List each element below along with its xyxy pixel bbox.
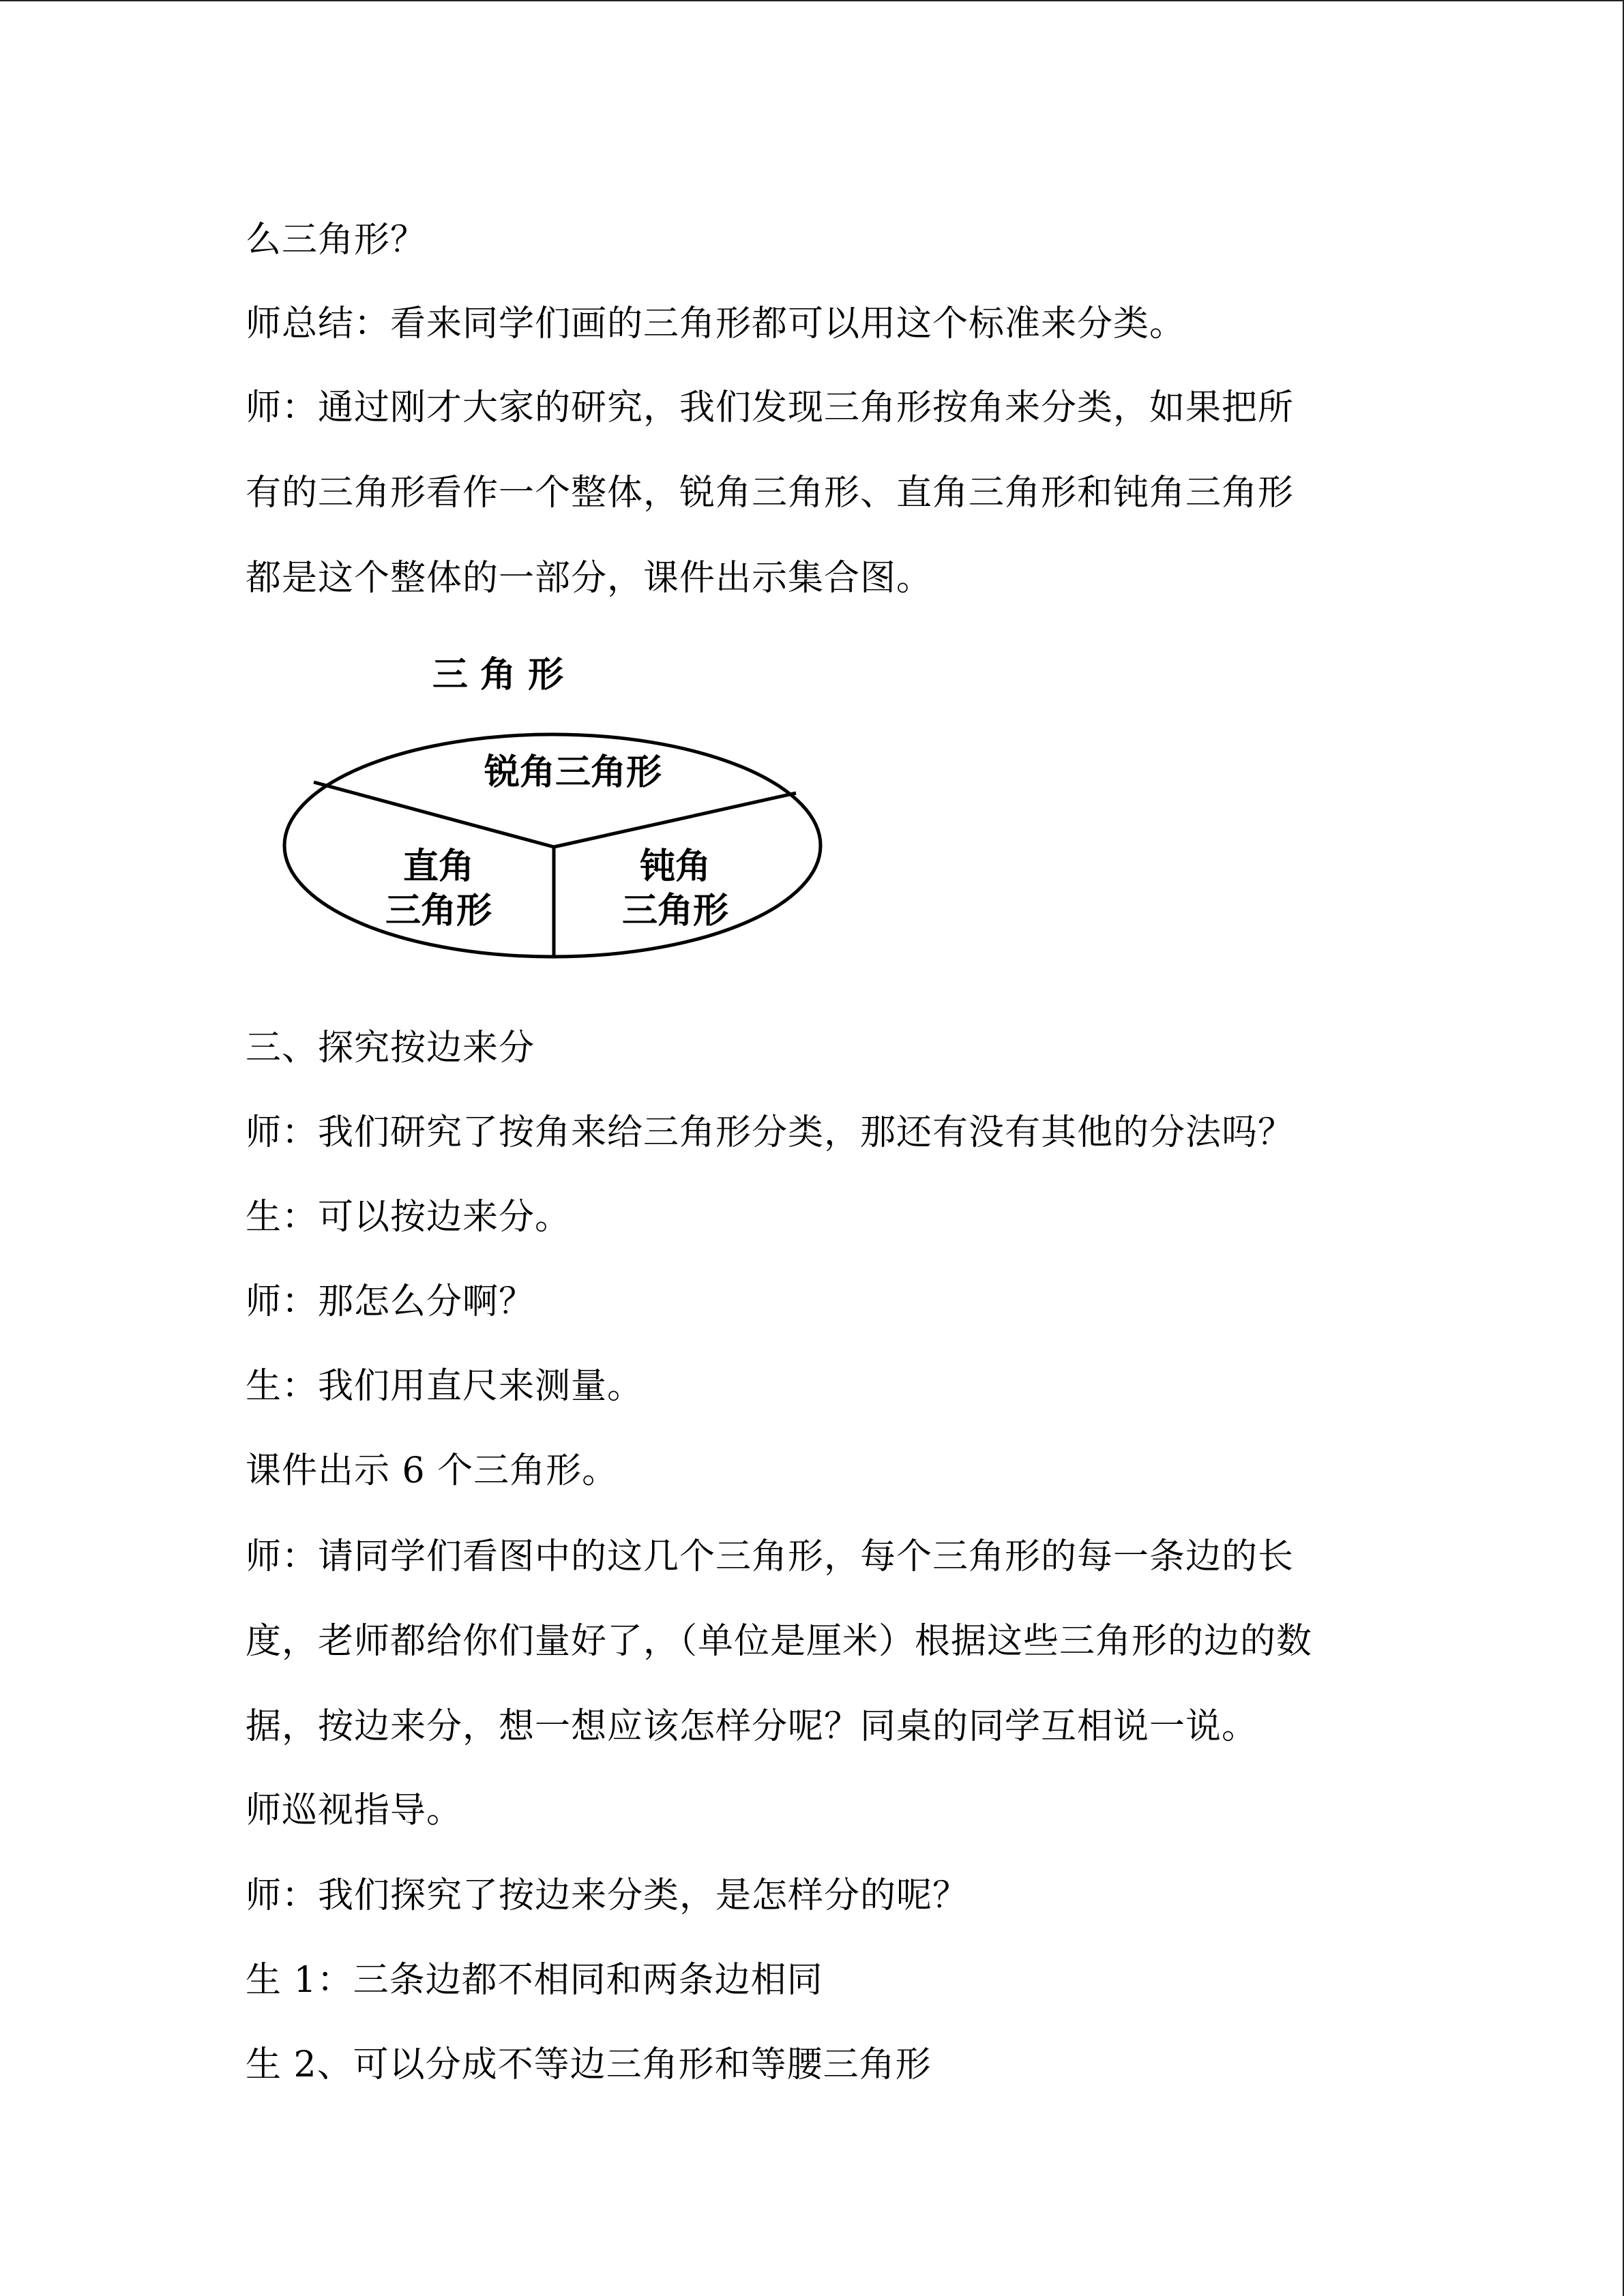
- paragraph-line: 师：那怎么分啊？: [246, 1281, 535, 1322]
- paragraph-line: 课件出示 6 个三角形。: [246, 1450, 619, 1491]
- paragraph-line: 据，按边来分，想一想应该怎样分呢？同桌的同学互相说一说。: [246, 1706, 1258, 1747]
- paragraph-line: 师：通过刚才大家的研究，我们发现三角形按角来分类，如果把所: [246, 387, 1295, 428]
- paragraph-line: 度，老师都给你们量好了，（单位是厘米）根据这些三角形的边的数: [246, 1621, 1313, 1662]
- paragraph-line: 有的三角形看作一个整体，锐角三角形、直角三角形和钝角三角形: [246, 473, 1295, 513]
- obtuse-triangle-label-line2: 三角形: [621, 891, 729, 931]
- acute-triangle-label: 锐角三角形: [484, 752, 662, 793]
- triangle-set-diagram: [273, 651, 832, 992]
- paragraph-line: 么三角形？: [246, 220, 427, 260]
- paragraph-line: 生：我们用直尺来测量。: [246, 1366, 644, 1407]
- right-triangle-label-line1: 直角: [402, 846, 475, 887]
- right-triangle-label-line2: 三角形: [385, 891, 492, 931]
- page-border-top: [0, 0, 1624, 1]
- divider-right: [554, 793, 796, 847]
- paragraph-line: 生 2、可以分成不等边三角形和等腰三角形: [246, 2044, 932, 2085]
- paragraph-line: 师：我们探究了按边来分类，是怎样分的呢？: [246, 1875, 969, 1916]
- paragraph-line: 师：我们研究了按角来给三角形分类，那还有没有其他的分法吗？: [246, 1112, 1295, 1153]
- paragraph-line: 都是这个整体的一部分，课件出示集合图。: [246, 558, 933, 599]
- paragraph-line: 生 1：三条边都不相同和两条边相同: [246, 1960, 823, 2001]
- paragraph-line: 师：请同学们看图中的这几个三角形，每个三角形的每一条边的长: [246, 1536, 1295, 1577]
- obtuse-triangle-label-line1: 钝角: [639, 846, 711, 887]
- paragraph-line: 生：可以按边来分。: [246, 1197, 572, 1238]
- set-diagram-svg: [273, 651, 832, 992]
- diagram-title: 三 角 形: [432, 655, 564, 696]
- section-heading: 三、探究按边来分: [246, 1028, 535, 1069]
- paragraph-line: 师总结：看来同学们画的三角形都可以用这个标准来分类。: [246, 303, 1186, 344]
- paragraph-line: 师巡视指导。: [246, 1790, 463, 1831]
